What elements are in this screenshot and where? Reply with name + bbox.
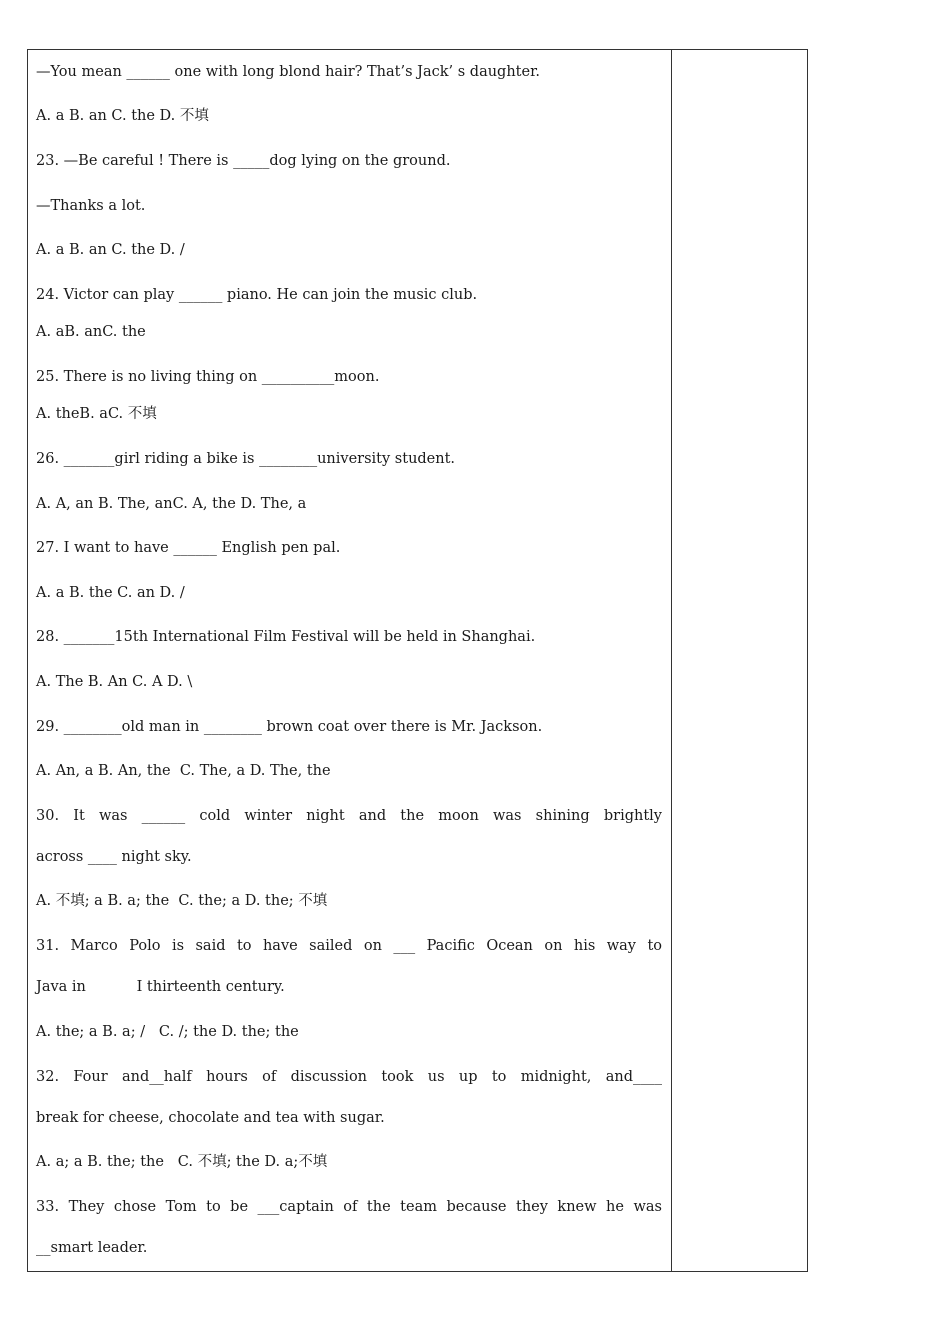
question-23-options: A. a B. an C. the D. / <box>36 242 185 258</box>
question-30-options: A. 不填; a B. a; the C. the; a D. the; 不填 <box>36 893 328 909</box>
worksheet-table <box>27 49 808 1272</box>
question-29-options: A. An, a B. An, the C. The, a D. The, the <box>36 763 331 779</box>
question-26-prompt: 26. _______girl riding a bike is ________university student. <box>36 451 456 467</box>
question-28-options: A. The B. An C. A D. \ <box>36 674 193 690</box>
question-33-prompt-continued: __smart leader. <box>36 1240 148 1256</box>
question-31-options: A. the; a B. a; / C. /; the D. the; the <box>36 1024 299 1040</box>
question-25-options: A. theB. aC. 不填 <box>36 406 157 422</box>
notes-column <box>672 50 807 1271</box>
question-27-prompt: 27. I want to have ______ English pen pal. <box>36 540 341 556</box>
question-32-options: A. a; a B. the; the C. 不填; the D. a;不填 <box>36 1154 328 1170</box>
question-32-prompt: 32. Four and__half hours of discussion took us up to midnight, and____ <box>36 1069 662 1085</box>
question-31-prompt: 31. Marco Polo is said to have sailed on ___ Pacific Ocean on his way to <box>36 938 662 954</box>
question-32-prompt-continued: break for cheese, chocolate and tea with sugar. <box>36 1110 385 1126</box>
question-22-options: A. a B. an C. the D. 不填 <box>36 108 209 124</box>
question-33-prompt: 33. They chose Tom to be ___captain of the team because they knew he was <box>36 1199 662 1215</box>
question-29-prompt: 29. ________old man in ________ brown coat over there is Mr. Jackson. <box>36 719 543 735</box>
question-30-prompt-continued: across ____ night sky. <box>36 849 192 865</box>
question-31-prompt-continued: Java in I thirteenth century. <box>36 979 285 995</box>
question-22-response: —You mean ______ one with long blond hair? That’s Jack’ s daughter. <box>36 64 541 80</box>
question-28-prompt: 28. _______15th International Film Festival will be held in Shanghai. <box>36 629 536 645</box>
question-26-options: A. A, an B. The, anC. A, the D. The, a <box>36 496 307 512</box>
question-25-prompt: 25. There is no living thing on __________moon. <box>36 369 380 385</box>
question-30-prompt: 30. It was ______ cold winter night and the moon was shining brightly <box>36 808 662 824</box>
question-23-prompt: 23. —Be careful ! There is _____dog lying on the ground. <box>36 153 451 169</box>
question-23-response: —Thanks a lot. <box>36 198 146 214</box>
question-27-options: A. a B. the C. an D. / <box>36 585 185 601</box>
question-24-options: A. aB. anC. the <box>36 324 146 340</box>
question-24-prompt: 24. Victor can play ______ piano. He can join the music club. <box>36 287 478 303</box>
